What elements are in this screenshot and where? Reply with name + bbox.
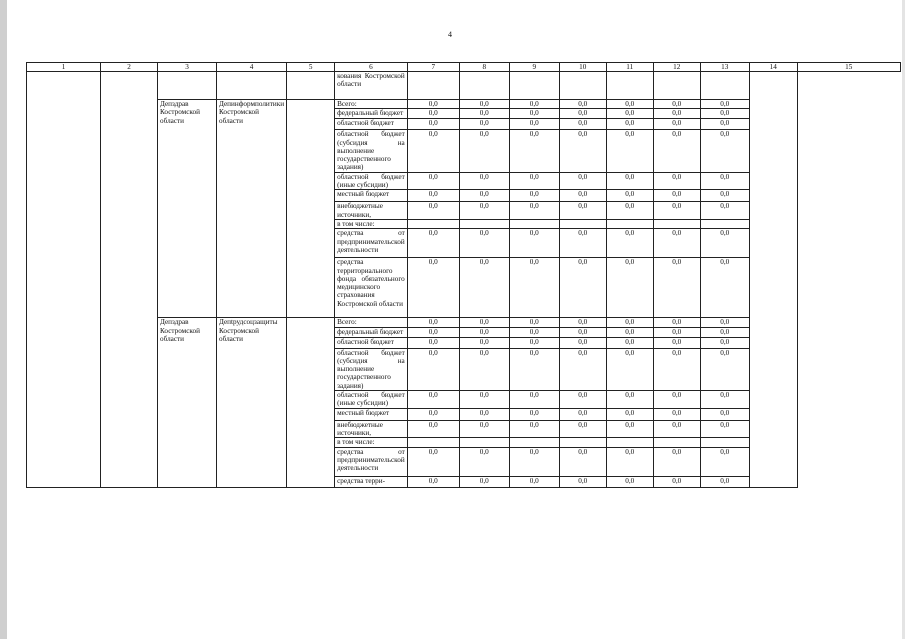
value-cell: 0,0 bbox=[606, 190, 653, 202]
value-cell: 0,0 bbox=[509, 109, 559, 119]
value-cell: 0,0 bbox=[559, 327, 606, 337]
value-cell: 0,0 bbox=[700, 119, 749, 130]
col5-cell bbox=[287, 100, 335, 318]
value-cell: 0,0 bbox=[559, 100, 606, 109]
value-cell: 0,0 bbox=[407, 447, 459, 476]
value-cell: 0,0 bbox=[700, 130, 749, 172]
funding-source-label: областной бюджет (иные субсидии) bbox=[335, 391, 408, 409]
column-number: 11 bbox=[606, 63, 653, 72]
value-cell: 0,0 bbox=[509, 318, 559, 327]
value-cell bbox=[606, 72, 653, 100]
value-cell bbox=[653, 219, 700, 228]
value-cell: 0,0 bbox=[606, 318, 653, 327]
col3-cell bbox=[158, 72, 217, 100]
funding-source-label: кования Костромской области bbox=[335, 72, 408, 100]
co-executor: Депинформполитики Костромской области bbox=[217, 100, 287, 318]
column-number: 5 bbox=[287, 63, 335, 72]
value-cell: 0,0 bbox=[407, 337, 459, 348]
value-cell: 0,0 bbox=[407, 172, 459, 190]
value-cell: 0,0 bbox=[606, 476, 653, 487]
funding-source-label: внебюджетные источники, bbox=[335, 202, 408, 220]
value-cell: 0,0 bbox=[407, 109, 459, 119]
funding-source-label: Всего: bbox=[335, 100, 408, 109]
value-cell: 0,0 bbox=[606, 391, 653, 409]
value-cell: 0,0 bbox=[559, 119, 606, 130]
value-cell: 0,0 bbox=[459, 229, 509, 258]
value-cell: 0,0 bbox=[459, 100, 509, 109]
value-cell: 0,0 bbox=[559, 130, 606, 172]
value-cell: 0,0 bbox=[407, 119, 459, 130]
value-cell: 0,0 bbox=[700, 447, 749, 476]
value-cell bbox=[509, 219, 559, 228]
value-cell: 0,0 bbox=[653, 130, 700, 172]
column-number: 15 bbox=[797, 63, 900, 72]
column-number: 10 bbox=[559, 63, 606, 72]
column-number: 4 bbox=[217, 63, 287, 72]
column-number: 6 bbox=[335, 63, 408, 72]
funding-source-label: средства от предпринимательской деятельности bbox=[335, 447, 408, 476]
value-cell: 0,0 bbox=[653, 258, 700, 318]
value-cell: 0,0 bbox=[653, 337, 700, 348]
value-cell: 0,0 bbox=[606, 229, 653, 258]
value-cell: 0,0 bbox=[407, 100, 459, 109]
value-cell: 0,0 bbox=[559, 318, 606, 327]
value-cell: 0,0 bbox=[509, 327, 559, 337]
value-cell: 0,0 bbox=[407, 408, 459, 420]
value-cell: 0,0 bbox=[407, 190, 459, 202]
value-cell bbox=[559, 72, 606, 100]
value-cell: 0,0 bbox=[653, 190, 700, 202]
value-cell: 0,0 bbox=[407, 476, 459, 487]
column-number: 3 bbox=[158, 63, 217, 72]
column-number: 1 bbox=[27, 63, 101, 72]
value-cell: 0,0 bbox=[700, 420, 749, 438]
value-cell: 0,0 bbox=[653, 348, 700, 390]
value-cell: 0,0 bbox=[606, 337, 653, 348]
value-cell: 0,0 bbox=[700, 202, 749, 220]
value-cell: 0,0 bbox=[407, 420, 459, 438]
value-cell: 0,0 bbox=[459, 348, 509, 390]
scan-left-edge bbox=[0, 0, 7, 639]
value-cell: 0,0 bbox=[700, 229, 749, 258]
value-cell: 0,0 bbox=[559, 172, 606, 190]
value-cell bbox=[459, 438, 509, 447]
funding-source-label: областной бюджет (субсидия на выполнение государственного задания) bbox=[335, 130, 408, 172]
value-cell: 0,0 bbox=[559, 476, 606, 487]
value-cell bbox=[559, 438, 606, 447]
value-cell: 0,0 bbox=[559, 190, 606, 202]
value-cell bbox=[606, 438, 653, 447]
value-cell: 0,0 bbox=[459, 130, 509, 172]
value-cell: 0,0 bbox=[459, 337, 509, 348]
value-cell bbox=[653, 438, 700, 447]
value-cell bbox=[653, 72, 700, 100]
column-number: 13 bbox=[700, 63, 749, 72]
value-cell: 0,0 bbox=[407, 348, 459, 390]
value-cell: 0,0 bbox=[653, 109, 700, 119]
value-cell: 0,0 bbox=[559, 202, 606, 220]
value-cell bbox=[606, 219, 653, 228]
value-cell bbox=[459, 72, 509, 100]
value-cell: 0,0 bbox=[509, 100, 559, 109]
column-number: 12 bbox=[653, 63, 700, 72]
value-cell: 0,0 bbox=[509, 119, 559, 130]
value-cell: 0,0 bbox=[606, 130, 653, 172]
funding-source-label: федеральный бюджет bbox=[335, 109, 408, 119]
value-cell: 0,0 bbox=[559, 337, 606, 348]
value-cell bbox=[700, 438, 749, 447]
funding-source-label: в том числе: bbox=[335, 438, 408, 447]
value-cell: 0,0 bbox=[700, 476, 749, 487]
value-cell: 0,0 bbox=[559, 447, 606, 476]
value-cell: 0,0 bbox=[559, 258, 606, 318]
value-cell bbox=[559, 219, 606, 228]
value-cell: 0,0 bbox=[459, 476, 509, 487]
value-cell: 0,0 bbox=[509, 202, 559, 220]
column-number: 14 bbox=[749, 63, 797, 72]
value-cell: 0,0 bbox=[407, 130, 459, 172]
value-cell: 0,0 bbox=[606, 100, 653, 109]
col15-cell bbox=[749, 72, 797, 488]
col1-cell bbox=[27, 72, 101, 488]
value-cell: 0,0 bbox=[606, 327, 653, 337]
value-cell: 0,0 bbox=[653, 100, 700, 109]
value-cell: 0,0 bbox=[559, 109, 606, 119]
value-cell: 0,0 bbox=[407, 318, 459, 327]
value-cell: 0,0 bbox=[700, 318, 749, 327]
col4-cell bbox=[217, 72, 287, 100]
value-cell: 0,0 bbox=[509, 408, 559, 420]
value-cell bbox=[407, 219, 459, 228]
responsible-executor: Депздрав Костромской области bbox=[158, 100, 217, 318]
value-cell: 0,0 bbox=[559, 348, 606, 390]
value-cell: 0,0 bbox=[459, 202, 509, 220]
value-cell: 0,0 bbox=[606, 420, 653, 438]
funding-source-label: средства от предпринимательской деятельности bbox=[335, 229, 408, 258]
value-cell: 0,0 bbox=[606, 408, 653, 420]
value-cell: 0,0 bbox=[459, 391, 509, 409]
value-cell: 0,0 bbox=[407, 229, 459, 258]
value-cell: 0,0 bbox=[700, 327, 749, 337]
value-cell: 0,0 bbox=[653, 172, 700, 190]
value-cell: 0,0 bbox=[700, 337, 749, 348]
value-cell: 0,0 bbox=[606, 172, 653, 190]
column-number: 7 bbox=[407, 63, 459, 72]
value-cell: 0,0 bbox=[459, 172, 509, 190]
value-cell: 0,0 bbox=[653, 391, 700, 409]
value-cell bbox=[407, 72, 459, 100]
value-cell: 0,0 bbox=[509, 391, 559, 409]
value-cell: 0,0 bbox=[700, 348, 749, 390]
funding-source-label: областной бюджет (иные субсидии) bbox=[335, 172, 408, 190]
value-cell bbox=[700, 72, 749, 100]
value-cell: 0,0 bbox=[459, 447, 509, 476]
header-row bbox=[27, 63, 901, 72]
value-cell: 0,0 bbox=[606, 258, 653, 318]
value-cell: 0,0 bbox=[653, 318, 700, 327]
value-cell: 0,0 bbox=[700, 100, 749, 109]
value-cell: 0,0 bbox=[653, 476, 700, 487]
column-number: 8 bbox=[459, 63, 509, 72]
value-cell bbox=[407, 438, 459, 447]
col5-cell bbox=[287, 72, 335, 100]
value-cell: 0,0 bbox=[653, 202, 700, 220]
value-cell: 0,0 bbox=[700, 408, 749, 420]
responsible-executor: Депздрав Костромской области bbox=[158, 318, 217, 487]
value-cell: 0,0 bbox=[606, 119, 653, 130]
funding-source-label: местный бюджет bbox=[335, 408, 408, 420]
value-cell: 0,0 bbox=[653, 447, 700, 476]
funding-source-label: областной бюджет bbox=[335, 337, 408, 348]
value-cell: 0,0 bbox=[459, 109, 509, 119]
value-cell bbox=[700, 219, 749, 228]
value-cell: 0,0 bbox=[559, 391, 606, 409]
value-cell bbox=[459, 219, 509, 228]
value-cell: 0,0 bbox=[509, 348, 559, 390]
funding-source-label: средства территориального фонда обязательного медицинского страхования Костромской области bbox=[335, 258, 408, 318]
value-cell: 0,0 bbox=[653, 420, 700, 438]
funding-source-label: средства терри- bbox=[335, 476, 408, 487]
value-cell bbox=[509, 438, 559, 447]
value-cell: 0,0 bbox=[509, 172, 559, 190]
value-cell: 0,0 bbox=[407, 391, 459, 409]
value-cell: 0,0 bbox=[509, 190, 559, 202]
value-cell: 0,0 bbox=[606, 447, 653, 476]
value-cell: 0,0 bbox=[606, 109, 653, 119]
value-cell: 0,0 bbox=[653, 229, 700, 258]
continuation-row bbox=[27, 72, 901, 100]
value-cell: 0,0 bbox=[459, 420, 509, 438]
column-number: 2 bbox=[101, 63, 158, 72]
value-cell: 0,0 bbox=[509, 229, 559, 258]
value-cell: 0,0 bbox=[700, 391, 749, 409]
funding-source-label: федеральный бюджет bbox=[335, 327, 408, 337]
value-cell: 0,0 bbox=[509, 337, 559, 348]
value-cell: 0,0 bbox=[459, 408, 509, 420]
value-cell: 0,0 bbox=[509, 476, 559, 487]
value-cell: 0,0 bbox=[653, 119, 700, 130]
column-number: 9 bbox=[509, 63, 559, 72]
value-cell: 0,0 bbox=[459, 258, 509, 318]
value-cell: 0,0 bbox=[407, 202, 459, 220]
value-cell: 0,0 bbox=[606, 202, 653, 220]
value-cell: 0,0 bbox=[509, 447, 559, 476]
value-cell: 0,0 bbox=[407, 327, 459, 337]
col2-cell bbox=[101, 72, 158, 488]
funding-source-label: внебюджетные источники, bbox=[335, 420, 408, 438]
co-executor: Депtрудсоцзащиты Костромской области bbox=[217, 318, 287, 487]
value-cell: 0,0 bbox=[459, 119, 509, 130]
value-cell: 0,0 bbox=[559, 408, 606, 420]
value-cell: 0,0 bbox=[700, 190, 749, 202]
col5-cell bbox=[287, 318, 335, 487]
value-cell: 0,0 bbox=[509, 420, 559, 438]
funding-source-label: местный бюджет bbox=[335, 190, 408, 202]
value-cell: 0,0 bbox=[653, 327, 700, 337]
value-cell: 0,0 bbox=[459, 318, 509, 327]
value-cell: 0,0 bbox=[700, 109, 749, 119]
value-cell: 0,0 bbox=[606, 348, 653, 390]
value-cell: 0,0 bbox=[559, 229, 606, 258]
value-cell: 0,0 bbox=[700, 172, 749, 190]
value-cell: 0,0 bbox=[459, 190, 509, 202]
funding-source-label: в том числе: bbox=[335, 219, 408, 228]
value-cell: 0,0 bbox=[407, 258, 459, 318]
value-cell bbox=[509, 72, 559, 100]
budget-table bbox=[26, 62, 901, 488]
funding-source-label: областной бюджет bbox=[335, 119, 408, 130]
funding-source-label: областной бюджет (субсидия на выполнение государственного задания) bbox=[335, 348, 408, 390]
value-cell: 0,0 bbox=[653, 408, 700, 420]
value-cell: 0,0 bbox=[509, 130, 559, 172]
funding-source-label: Всего: bbox=[335, 318, 408, 327]
page-number: 4 bbox=[448, 30, 452, 39]
value-cell: 0,0 bbox=[559, 420, 606, 438]
value-cell: 0,0 bbox=[459, 327, 509, 337]
value-cell: 0,0 bbox=[700, 258, 749, 318]
value-cell: 0,0 bbox=[509, 258, 559, 318]
